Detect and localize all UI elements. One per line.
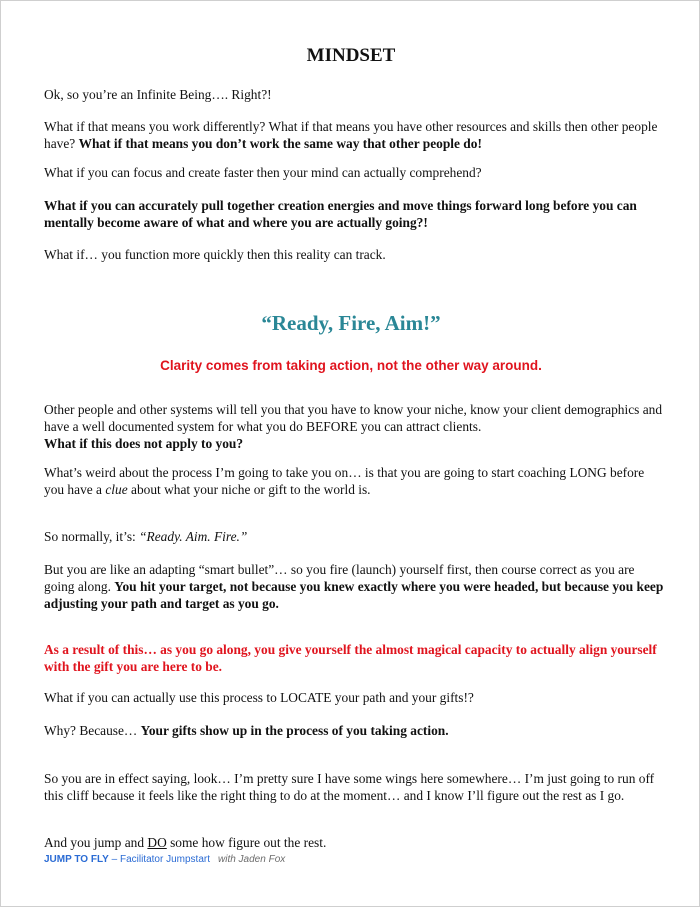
emphasis-text: Your gifts show up in the process of you taking action. [140,723,449,738]
page-title: MINDSET [306,45,396,66]
emphasis-text: What if this does not apply to you? [44,436,244,451]
paragraph-why-because [44,722,664,739]
emphasis-text: You hit your target, not because you knew exactly where you were headed, but because you keep adjusting your path and target as you go. [44,579,664,611]
paragraph-locate: What if you can actually use this process to LOCATE your path and your gifts!? [44,690,474,705]
paragraph-text: And you jump and [44,835,148,850]
paragraph-wings: So you are in effect saying, look… I’m pretty sure I have some wings here somewhere… I’m just going to run off this cliff because it feels like the right thing to do at the moment… and I know I’ll figure out the rest as I go. [44,771,655,803]
paragraph-normally [44,528,664,545]
paragraph-focus-faster: What if you can focus and create faster then your mind can actually comprehend? [44,165,482,180]
paragraph-text: But you are like an adapting “smart bullet”… so you fire (launch) yourself first, then course correct as you are going along. [44,562,635,594]
footer-author: with Jaden Fox [218,854,286,865]
italic-text: “Ready. Aim. Fire.” [139,529,248,544]
paragraph-smart-bullet [44,561,664,612]
paragraph-text: Other people and other systems will tell you that you have to know your niche, know your client demographics and have a well documented system for what you do BEFORE you can attract clients. [44,402,663,434]
paragraph-text: some how figure out the rest. [166,835,327,850]
paragraph-creation-energies: What if you can accurately pull together creation energies and move things forward long before you can mentally become aware of what and where you are actually going?! [44,198,637,230]
paragraph-reality-track: What if… you function more quickly then this reality can track. [44,247,386,262]
paragraph-other-systems [44,401,664,452]
section-subtitle: “Ready, Fire, Aim!” [261,311,441,335]
paragraph-jump [44,834,664,851]
paragraph-magical-capacity: As a result of this… as you go along, you give yourself the almost magical capacity to actually align yourself with the gift you are here to be. [44,642,657,674]
emphasis-text: What if that means you don’t work the same way that other people do! [78,136,482,151]
paragraph-work-differently [44,118,664,152]
paragraph-text: about what your niche or gift to the world is. [127,482,371,497]
paragraph-text: Why? Because… [44,723,141,738]
footer-subtitle: – Facilitator Jumpstart [108,854,210,865]
underlined-text: DO [147,835,167,850]
paragraph-text: What if that means you work differently? What if that means you have other resources and skills then other people have? [44,119,658,151]
footer-brand: JUMP TO FLY [44,854,109,865]
paragraph-text: So normally, it’s: [44,529,140,544]
page-footer [44,854,285,865]
paragraph-process [44,464,664,498]
clarity-heading: Clarity comes from taking action, not the other way around. [160,358,542,373]
paragraph-text: What’s weird about the process I’m going to take you on… is that you are going to start coaching LONG before you have a [44,465,645,497]
italic-text: clue [105,482,128,497]
paragraph-infinite-being: Ok, so you’re an Infinite Being…. Right?! [44,87,272,102]
